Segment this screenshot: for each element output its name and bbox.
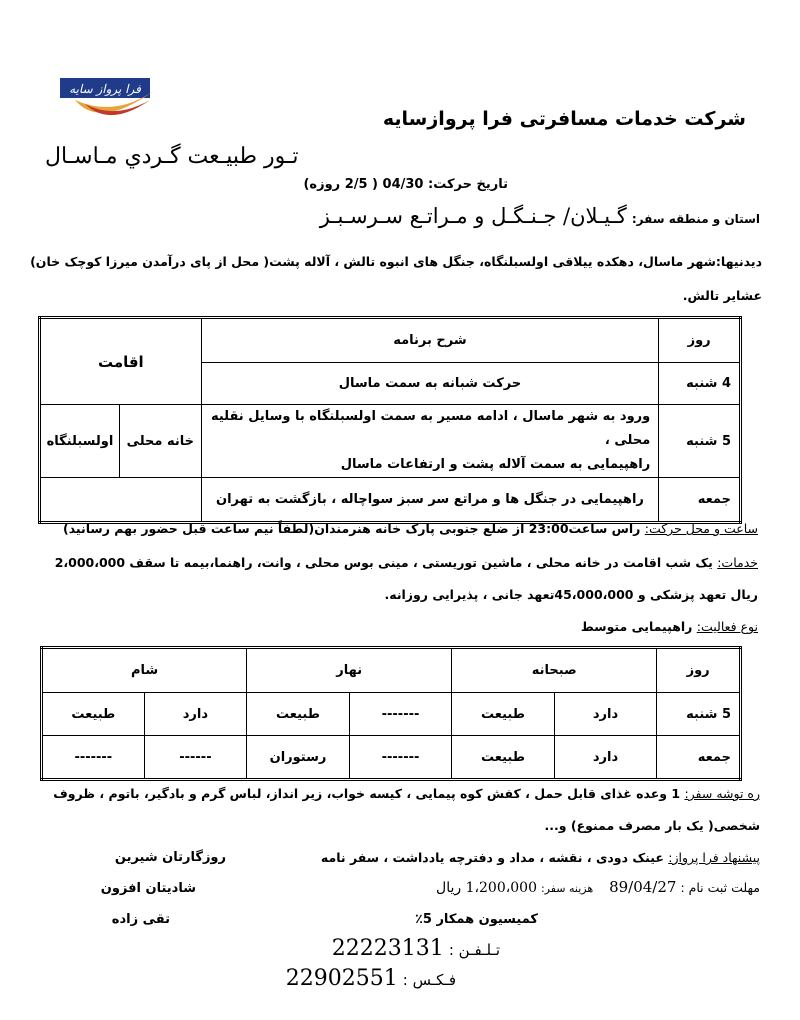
suggest-label: پیشنهاد فرا پرواز: [668, 850, 760, 865]
services-line-2: ریال تعهد پزشکی و 45،000،000تعهد جانی ، پذیرایی روزانه. [384, 587, 758, 602]
deadline-line [436, 878, 760, 896]
activity-line [581, 619, 758, 634]
meal-cell: دارد [554, 693, 656, 736]
departure-date: تاریخ حرکت: 04/30 ( 2/5 روزه) [303, 177, 508, 192]
meal-cell: رستوران [247, 736, 350, 780]
program-head-stay: اقامت [40, 318, 202, 405]
meal-cell: طبیعت [452, 693, 555, 736]
activity-label: نوع فعالیت: [696, 619, 758, 634]
phone-value: 22223131 [331, 936, 444, 961]
staff-name: تقی زاده [111, 912, 170, 927]
suggest-value: عینک دودی ، نقشه ، مداد و دفترچه یادداشت ، سفر نامه [320, 850, 664, 865]
phone-line [300, 936, 500, 961]
staff-name: روزگارتان شیرین [114, 850, 226, 865]
province-line [320, 204, 760, 228]
program-day: 4 شنبه [659, 363, 741, 405]
activity-value: راهپیمایی متوسط [580, 619, 693, 634]
program-table [38, 316, 742, 524]
sights-text: شهر ماسال، دهکده ییلاقی اولسبلنگاه، جنگل های انبوه تالش ، آلاله پشت( محل از پای درآمدن میرزا کوچک خان) [30, 254, 716, 269]
cost-value: 1،200،000 ریال [436, 880, 537, 896]
program-desc: راهپیمایی در جنگل ها و مراتع سر سبز سواچاله ، بازگشت به تهران [201, 478, 659, 523]
meal-day: جمعه [657, 736, 741, 780]
fax-label: فـکـس : [402, 971, 456, 989]
program-desc [201, 405, 659, 478]
phone-label: تـلـفـن : [448, 941, 500, 959]
services-line-1 [55, 555, 758, 570]
meal-head-dinner: شام [42, 648, 247, 693]
meal-cell: طبیعت [42, 693, 145, 736]
deadline-value: 89/04/27 [609, 878, 677, 896]
meal-cell: ------ [144, 736, 246, 780]
provisions-line-2: شخصی( یک بار مصرف ممنوع) و... [544, 818, 760, 833]
meal-head-lunch: نهار [247, 648, 452, 693]
program-desc-line: راهپیمایی به سمت آلاله پشت و ارتفاعات ماسال [340, 457, 651, 472]
meal-cell: طبیعت [452, 736, 555, 780]
program-desc: حرکت شبانه به سمت ماسال [201, 363, 659, 405]
meal-head-breakfast: صبحانه [452, 648, 657, 693]
provisions-line-1 [53, 786, 760, 801]
meal-cell: ------- [349, 736, 451, 780]
meal-cell: ------- [42, 736, 145, 780]
meal-cell: طبیعت [247, 693, 350, 736]
program-desc-line: ورود به شهر ماسال ، ادامه مسیر به سمت اولسبلنگاه با وسایل نقلیه محلی ، [210, 409, 651, 448]
provisions-label: ره توشه سفر: [684, 786, 760, 801]
province-label: استان و منطقه سفر: [631, 212, 760, 226]
meal-table [40, 646, 742, 781]
meeting-text: راس ساعت23:00 از ضلع جنوبی پارک خانه هنرمندان(لطفاً نیم ساعت قبل حضور بهم رسانید) [63, 521, 641, 536]
suggest-line [321, 850, 760, 865]
meal-cell: دارد [144, 693, 246, 736]
provisions-text: 1 وعده غذای قابل حمل ، کفش کوه پیمایی ، کیسه خواب، زیر انداز، لباس گرم و بادگیر، باتوم ، ظروف [53, 786, 681, 801]
stay-empty [40, 478, 202, 523]
deadline-label: مهلت ثبت نام : [680, 880, 760, 895]
stay-place: اولسبلنگاه [40, 405, 120, 478]
stay-type: خانه محلی [119, 405, 201, 478]
sights-label: دیدنیها: [715, 254, 762, 269]
logo-wordmark: فرا پرواز سایه [69, 82, 141, 96]
company-logo [55, 70, 165, 132]
meal-head-day: روز [657, 648, 741, 693]
sights-line-1 [30, 254, 762, 269]
services-label: خدمات: [717, 555, 758, 570]
meal-cell: ------- [349, 693, 451, 736]
meeting-label: ساعت و محل حرکت: [644, 521, 758, 536]
program-day: 5 شنبه [659, 405, 741, 478]
tour-title: تـور طبيـعت گـردي مـاسـال [45, 144, 299, 169]
services-text: یک شب اقامت در خانه محلی ، ماشین توریستی ، مینی بوس محلی ، وانت، راهنما،بیمه تا سقف 2،000،000 [54, 555, 713, 570]
fax-line [266, 966, 456, 991]
sights-line-2: عشایر تالش. [682, 288, 762, 303]
program-day: جمعه [659, 478, 741, 523]
company-name: شرکت خدمات مسافرتی فرا پروازسایه [382, 108, 746, 130]
program-head-day: روز [659, 318, 741, 363]
fax-value: 22902551 [285, 966, 398, 991]
program-head-desc: شرح برنامه [201, 318, 659, 363]
province-value: گـيـلان/ جـنـگـل و مـراتـع سـرسـبـز [319, 204, 627, 228]
meal-cell: دارد [554, 736, 656, 780]
cost-label: هزینه سفر: [540, 882, 594, 895]
commission: کمیسیون همکار 5٪ [414, 912, 538, 927]
staff-name: شادیتان افزون [100, 881, 196, 896]
meal-day: 5 شنبه [657, 693, 741, 736]
meeting-line [63, 521, 758, 536]
